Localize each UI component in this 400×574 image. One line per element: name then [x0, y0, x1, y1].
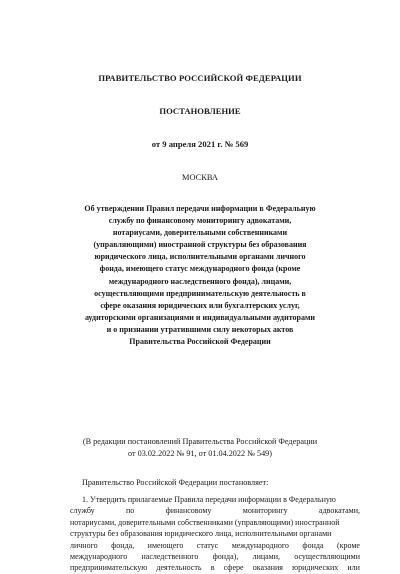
body-word: имеющего [147, 540, 184, 550]
body-word: личного [70, 540, 98, 550]
body-word: структуры без образования юридического лица, исполнительными органами [70, 529, 332, 539]
body-word: адвокатами, [319, 506, 360, 516]
body-word: международного [231, 540, 289, 550]
city: МОСКВА [182, 173, 218, 182]
body-paragraph-1 [70, 494, 360, 574]
body-word: службу [70, 506, 95, 516]
body-word: (кроме [336, 540, 360, 550]
title-line: нотариусами, доверительными собственниками [112, 228, 288, 238]
body-word: лицами, [252, 552, 281, 562]
title-line: службу по финансовому мониторингу адвокатами, [108, 216, 292, 226]
body-word: финансовому [165, 506, 212, 516]
body-word: или [347, 563, 360, 573]
document-type: ПОСТАНОВЛЕНИЕ [159, 106, 241, 116]
body-line [70, 505, 360, 516]
body-word: нотариусами, доверительными собственниками (управляющими) иностранной [70, 517, 340, 527]
government-heading: ПРАВИТЕЛЬСТВО РОССИЙСКОЙ ФЕДЕРАЦИИ [98, 73, 302, 83]
revision-line: от 03.02.2022 № 91, от 01.04.2022 № 549) [127, 449, 272, 458]
title-line: Правительства Российской Федерации [129, 337, 271, 347]
title-line: фонда, имеющего статус международного фонда (кроме [99, 264, 301, 274]
body-line [70, 494, 360, 505]
title-line: Об утверждении Правил передачи информации в Федеральную [84, 204, 316, 213]
intro-paragraph: Правительство Российской Федерации постановляет: [82, 478, 269, 487]
body-line [70, 528, 360, 539]
revision-note [0, 436, 400, 460]
title-line: (управляющими) иностранной структуры без образования [93, 240, 307, 250]
body-line [70, 562, 360, 573]
body-word: наследственного [141, 552, 199, 562]
body-word: по [126, 506, 135, 516]
body-line [70, 517, 360, 528]
body-word: мониторингу [242, 506, 288, 516]
title-line: осуществляющими предпринимательскую деятельность в [94, 288, 306, 298]
document-title [0, 203, 400, 348]
body-word: осуществляющими [294, 552, 360, 562]
title-line: аудиторскими организациями и индивидуальными аудиторами [84, 312, 316, 322]
body-word: статус [196, 540, 219, 550]
body-word: фонда, [111, 540, 135, 550]
title-line: сфере оказания юридических или бухгалтерских услуг, [100, 300, 300, 310]
body-word: предпринимательскую [70, 563, 148, 573]
body-word: сфере [223, 563, 244, 573]
body-word: фонда), [212, 552, 239, 562]
date-and-number: от 9 апреля 2021 г. № 569 [151, 139, 249, 149]
revision-line: (В редакции постановлений Правительства Российской Федерации [82, 437, 318, 446]
body-line [70, 540, 360, 551]
body-word: 1. Утвердить прилагаемые Правила передачи информации в Федеральную [82, 495, 336, 504]
body-word: деятельность [156, 563, 202, 573]
body-word: юридических [292, 563, 339, 573]
title-line: международного наследственного фонда), лицами, [108, 276, 292, 286]
body-word: фонда [302, 540, 324, 550]
title-line: и о признании утратившими силу некоторых актов [106, 324, 294, 334]
body-word: в [210, 563, 215, 573]
body-line [70, 551, 360, 562]
body-word: оказания [252, 563, 283, 573]
body-word: международного [70, 552, 128, 562]
title-line: юридического лица, исполнительными органами личного [94, 252, 306, 262]
